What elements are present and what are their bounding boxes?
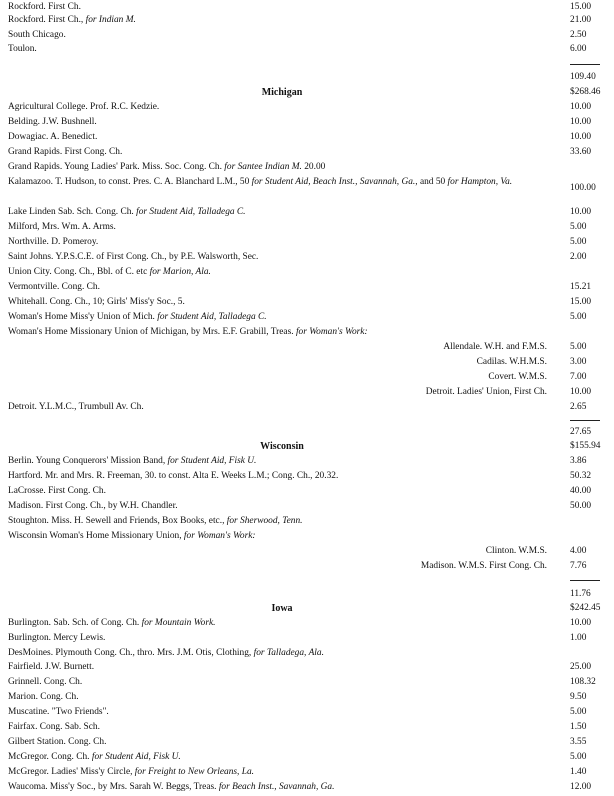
- section-heading: [8, 603, 556, 614]
- entry-description: [8, 282, 556, 292]
- entry-amount: 27.65: [570, 427, 592, 437]
- entry-description: [8, 372, 547, 382]
- ledger-row: [8, 44, 606, 56]
- entry-text: LaCrosse. First Cong. Ch.: [8, 486, 106, 496]
- entry-designation: for Marion, Ala.: [149, 267, 211, 277]
- entry-designation: for Talladega, Ala.: [253, 648, 324, 658]
- entry-text: Stoughton. Miss. H. Sewell and Friends, Box Books, etc.,: [8, 516, 227, 526]
- ledger-row: [8, 662, 606, 674]
- entry-text: Fairfield. J.W. Burnett.: [8, 662, 95, 672]
- entry-text: South Chicago.: [8, 30, 66, 40]
- entry-amount: 5.00: [570, 752, 587, 762]
- entry-text: Union City. Cong. Ch., Bbl. of C. etc: [8, 267, 150, 277]
- entry-text: Burlington. Sab. Sch. of Cong. Ch.: [8, 618, 142, 628]
- entry-description: [8, 677, 556, 687]
- entry-text: Detroit. Ladies' Union, First Ch.: [425, 387, 547, 397]
- entry-text: Waucoma. Miss'y Soc., by Mrs. Sarah W. Beggs, Treas.: [8, 782, 219, 792]
- entry-text: Gilbert Station. Cong. Ch.: [8, 737, 107, 747]
- entry-text: Kalamazoo. T. Hudson, to const. Pres. C. A. Blanchard L.M., 50: [8, 177, 252, 187]
- subtotal-rule: [570, 420, 600, 421]
- ledger-row: [8, 501, 606, 513]
- entry-amount: 108.32: [570, 677, 596, 687]
- entry-amount: 9.50: [570, 692, 587, 702]
- section-total: $242.45: [570, 603, 601, 613]
- entry-text: Madison. First Cong. Ch., by W.H. Chandler.: [8, 501, 178, 511]
- entry-description: [8, 162, 556, 172]
- entry-text: 20.00: [301, 162, 326, 172]
- entry-amount: 5.00: [570, 707, 587, 717]
- entry-description: [8, 252, 556, 262]
- entry-amount: 5.00: [570, 342, 587, 352]
- subtotal-rule-row: [8, 574, 606, 586]
- entry-description: [8, 117, 556, 127]
- entry-description: [8, 722, 556, 732]
- entry-text: Grand Rapids. First Cong. Ch.: [8, 147, 123, 157]
- entry-amount: 1.00: [570, 633, 587, 643]
- entry-designation: for Student Aid, Fisk U.: [167, 456, 257, 466]
- ledger-row: [8, 633, 606, 645]
- entry-text: Detroit. Y.L.M.C., Trumbull Av. Ch.: [8, 402, 144, 412]
- ledger-row: [8, 267, 606, 279]
- ledger-row: [8, 297, 606, 309]
- entry-text: Iowa: [271, 603, 293, 614]
- ledger-row: [8, 372, 606, 384]
- entry-description: [8, 516, 556, 526]
- entry-amount: 10.00: [570, 618, 592, 628]
- ledger-row: [8, 692, 606, 704]
- entry-amount: 2.65: [570, 402, 587, 412]
- entry-description: [8, 471, 556, 481]
- entry-designation: for Mountain Work.: [141, 618, 216, 628]
- entry-description: [8, 456, 556, 466]
- ledger-row: [8, 387, 606, 399]
- entry-description: [8, 387, 547, 397]
- entry-text: Agricultural College. Prof. R.C. Kedzie.: [8, 102, 160, 112]
- entry-designation: for Student Aid, Talladega C.: [136, 207, 246, 217]
- entry-text: Woman's Home Missionary Union of Michigan, by Mrs. E.F. Grabill, Treas.: [8, 327, 296, 337]
- entry-text: Grinnell. Cong. Ch.: [8, 677, 83, 687]
- ledger-row: [8, 207, 606, 219]
- entry-description: [8, 297, 556, 307]
- entry-description: [8, 692, 556, 702]
- ledger-row: [8, 132, 606, 144]
- entry-text: Cadilas. W.H.M.S.: [476, 357, 547, 367]
- subtotal-rule-row: [8, 414, 606, 426]
- ledger-row: [8, 516, 606, 528]
- entry-amount: 15.21: [570, 282, 592, 292]
- entry-amount: 7.00: [570, 372, 587, 382]
- ledger-row: [8, 707, 606, 719]
- entry-description: [8, 618, 556, 628]
- ledger-row: [8, 737, 606, 749]
- entry-description: [8, 782, 556, 792]
- entry-text: Saint Johns. Y.P.S.C.E. of First Cong. Ch., by P.E. Walsworth, Sec.: [8, 252, 259, 262]
- ledger-row: [8, 752, 606, 764]
- ledger-row: [8, 531, 606, 543]
- entry-amount: 50.32: [570, 471, 592, 481]
- entry-description: [8, 44, 556, 54]
- entry-text: Hartford. Mr. and Mrs. R. Freeman, 30. to const. Alta E. Weeks L.M.; Cong. Ch., 20.32.: [8, 471, 339, 481]
- section-heading: [8, 441, 556, 452]
- entry-amount: 10.00: [570, 132, 592, 142]
- section-heading-row: [8, 441, 606, 453]
- entry-amount: 1.40: [570, 767, 587, 777]
- entry-text: DesMoines. Plymouth Cong. Ch., thro. Mrs. J.M. Otis, Clothing,: [8, 648, 254, 658]
- entry-amount: 3.55: [570, 737, 587, 747]
- ledger-row: [8, 282, 606, 294]
- ledger-row: [8, 327, 606, 339]
- entry-amount: 40.00: [570, 486, 592, 496]
- ledger-row: [8, 117, 606, 129]
- ledger-row: [8, 486, 606, 498]
- entry-amount: 10.00: [570, 117, 592, 127]
- entry-amount: 6.00: [570, 44, 587, 54]
- entry-description: [8, 222, 556, 232]
- entry-description: [8, 402, 556, 412]
- entry-text: Wisconsin: [260, 441, 304, 452]
- entry-amount: 2.50: [570, 30, 587, 40]
- entry-description: [8, 737, 556, 747]
- entry-amount: 4.00: [570, 546, 587, 556]
- entry-amount: 33.60: [570, 147, 592, 157]
- section-heading-row: [8, 87, 606, 99]
- entry-amount: 11.76: [570, 589, 591, 599]
- entry-description: [8, 177, 556, 189]
- ledger-row: [8, 561, 606, 573]
- entry-amount: 50.00: [570, 501, 592, 511]
- entry-description: [8, 207, 556, 217]
- ledger-row: [8, 648, 606, 660]
- entry-amount: 5.00: [570, 312, 587, 322]
- entry-description: [8, 767, 556, 777]
- entry-designation: for Student Aid, Fisk U.: [91, 752, 181, 762]
- entry-text: Vermontville. Cong. Ch.: [8, 282, 100, 292]
- entry-description: [8, 342, 547, 352]
- entry-description: [8, 132, 556, 142]
- entry-description: [8, 531, 556, 541]
- entry-designation: for Freight to New Orleans, La.: [134, 767, 254, 777]
- entry-designation: for Hampton, Va.: [447, 177, 513, 187]
- entry-designation: for Student Aid, Beach Inst., Savannah, Ga.: [251, 177, 416, 187]
- section-total: $155.94: [570, 441, 601, 451]
- entry-designation: for Sherwood, Tenn.: [226, 516, 303, 526]
- entry-text: Milford, Mrs. Wm. A. Arms.: [8, 222, 116, 232]
- ledger-row: [8, 342, 606, 354]
- entry-description: [8, 707, 556, 717]
- ledger-row: [8, 72, 606, 84]
- entry-text: McGregor. Cong. Ch.: [8, 752, 92, 762]
- subtotal-rule: [570, 64, 600, 65]
- ledger-row: [8, 677, 606, 689]
- entry-description: [8, 327, 556, 337]
- ledger-row: [8, 357, 606, 369]
- entry-amount: 5.00: [570, 222, 587, 232]
- entry-description: [8, 648, 556, 658]
- entry-text: , and 50: [415, 177, 448, 187]
- ledger-row: [8, 15, 606, 27]
- ledger-row: [8, 30, 606, 42]
- entry-designation: for Woman's Work:: [295, 327, 368, 337]
- entry-amount: 21.00: [570, 15, 592, 25]
- subtotal-rule: [570, 580, 600, 581]
- entry-description: [8, 2, 556, 12]
- entry-description: [8, 30, 556, 40]
- ledger-row: [8, 722, 606, 734]
- entry-description: [8, 486, 556, 496]
- entry-description: [8, 546, 547, 556]
- section-total: $268.46: [570, 87, 601, 97]
- entry-description: [8, 267, 556, 277]
- entry-description: [8, 662, 556, 672]
- entry-text: Allendale. W.H. and F.M.S.: [443, 342, 547, 352]
- entry-text: Berlin. Young Conquerors' Mission Band,: [8, 456, 168, 466]
- entry-description: [8, 501, 556, 511]
- entry-amount: 15.00: [570, 2, 592, 12]
- entry-designation: for Santee Indian M.: [224, 162, 302, 172]
- section-heading: [8, 87, 556, 98]
- entry-designation: for Woman's Work:: [183, 531, 256, 541]
- entry-description: [8, 147, 556, 157]
- entry-text: Northville. D. Pomeroy.: [8, 237, 99, 247]
- entry-designation: for Student Aid, Talladega C.: [157, 312, 267, 322]
- ledger-row: [8, 546, 606, 558]
- entry-amount: 25.00: [570, 662, 592, 672]
- entry-amount: 3.00: [570, 357, 587, 367]
- entry-text: Rockford. First Ch.: [8, 2, 81, 12]
- ledger-row: [8, 252, 606, 264]
- entry-amount: 5.00: [570, 237, 587, 247]
- ledger-row: [8, 102, 606, 114]
- entry-description: [8, 102, 556, 112]
- entry-text: Whitehall. Cong. Ch., 10; Girls' Miss'y Soc., 5.: [8, 297, 185, 307]
- entry-description: [8, 312, 556, 322]
- entry-amount: 3.86: [570, 456, 587, 466]
- ledger-row: [8, 427, 606, 439]
- entry-amount: 12.00: [570, 782, 592, 792]
- ledger-row: [8, 237, 606, 249]
- ledger-row: [8, 312, 606, 324]
- entry-text: Woman's Home Miss'y Union of Mich.: [8, 312, 158, 322]
- entry-text: Covert. W.M.S.: [488, 372, 547, 382]
- ledger-row: [8, 589, 606, 601]
- entry-description: [8, 15, 556, 25]
- entry-amount: 10.00: [570, 102, 592, 112]
- entry-amount: 109.40: [570, 72, 596, 82]
- entry-text: Burlington. Mercy Lewis.: [8, 633, 106, 643]
- ledger-row: [8, 2, 606, 14]
- entry-description: [8, 357, 547, 367]
- ledger-row: [8, 767, 606, 779]
- entry-description: [8, 633, 556, 643]
- entry-amount: 15.00: [570, 297, 592, 307]
- entry-text: Lake Linden Sab. Sch. Cong. Ch.: [8, 207, 137, 217]
- entry-text: McGregor. Ladies' Miss'y Circle,: [8, 767, 135, 777]
- entry-description: [8, 237, 556, 247]
- entry-amount: 10.00: [570, 207, 592, 217]
- ledger-row: [8, 177, 606, 201]
- ledger-row: [8, 162, 606, 174]
- entry-designation: for Beach Inst., Savannah, Ga.: [218, 782, 335, 792]
- section-heading-row: [8, 603, 606, 615]
- entry-text: Rockford. First Ch.,: [8, 15, 86, 25]
- entry-text: Michigan: [261, 87, 303, 98]
- entry-text: Dowagiac. A. Benedict.: [8, 132, 98, 142]
- entry-amount: 2.00: [570, 252, 587, 262]
- entry-text: Wisconsin Woman's Home Missionary Union,: [8, 531, 184, 541]
- entry-text: Fairfax. Cong. Sab. Sch.: [8, 722, 100, 732]
- entry-amount: 7.76: [570, 561, 587, 571]
- entry-amount: 1.50: [570, 722, 587, 732]
- entry-designation: for Indian M.: [85, 15, 136, 25]
- subtotal-rule-row: [8, 58, 606, 70]
- ledger-row: [8, 471, 606, 483]
- entry-description: [8, 752, 556, 762]
- entry-text: Belding. J.W. Bushnell.: [8, 117, 97, 127]
- entry-text: Grand Rapids. Young Ladies' Park. Miss. Soc. Cong. Ch.: [8, 162, 225, 172]
- ledger-row: [8, 782, 606, 794]
- entry-text: Clinton. W.M.S.: [485, 546, 547, 556]
- entry-text: Toulon.: [8, 44, 37, 54]
- entry-text: Madison. W.M.S. First Cong. Ch.: [420, 561, 547, 571]
- entry-text: Muscatine. "Two Friends".: [8, 707, 109, 717]
- ledger-row: [8, 222, 606, 234]
- ledger-row: [8, 402, 606, 414]
- ledger-row: [8, 618, 606, 630]
- entry-amount: 100.00: [570, 183, 596, 193]
- ledger-row: [8, 456, 606, 468]
- ledger-row: [8, 147, 606, 159]
- entry-description: [8, 561, 547, 571]
- entry-text: Marion. Cong. Ch.: [8, 692, 79, 702]
- entry-amount: 10.00: [570, 387, 592, 397]
